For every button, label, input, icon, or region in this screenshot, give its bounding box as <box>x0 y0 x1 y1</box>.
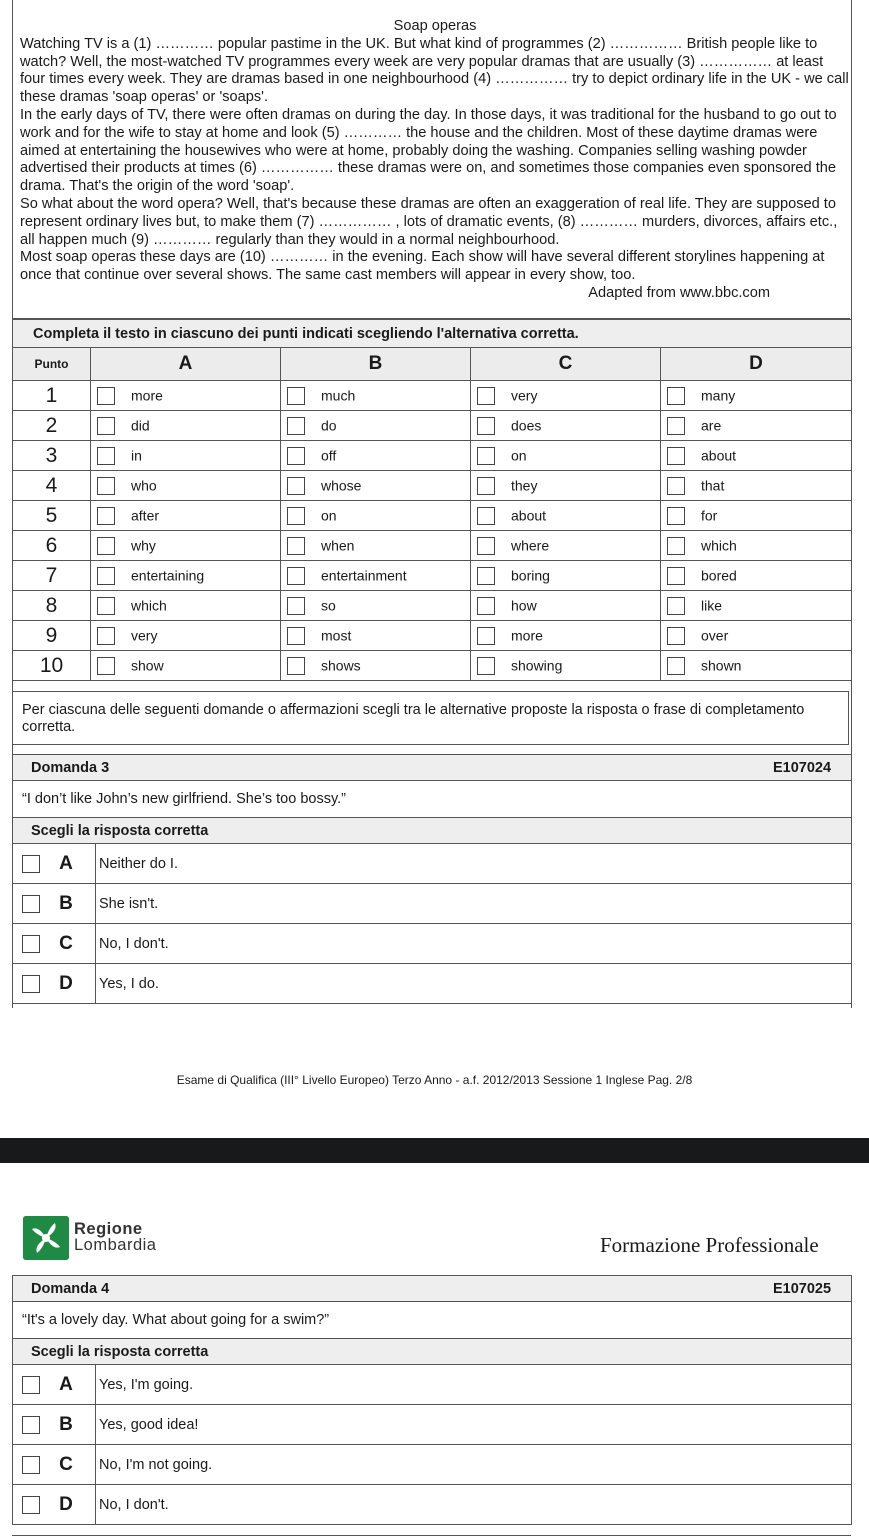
option-label: in <box>131 447 142 464</box>
option-label: entertainment <box>321 567 407 584</box>
cloze-table <box>12 319 852 681</box>
checkbox[interactable] <box>97 627 115 645</box>
cloze-instruction: Completa il testo in ciascuno dei punti indicati scegliendo l'alternativa corretta. <box>13 320 852 348</box>
item-number: 9 <box>13 621 91 651</box>
option-label: bored <box>701 567 737 584</box>
answer-option <box>13 884 852 924</box>
column-header-b: B <box>281 348 471 381</box>
question-code: E107025 <box>772 1281 832 1297</box>
option-label: about <box>511 507 547 524</box>
option-label: so <box>321 597 336 614</box>
question-4 <box>12 1275 852 1525</box>
checkbox[interactable] <box>97 477 115 495</box>
option-label: shows <box>321 657 361 674</box>
column-header-c: C <box>471 348 661 381</box>
item-number: 3 <box>13 441 91 471</box>
option-label: which <box>131 597 167 614</box>
passage-source: Adapted from www.bbc.com <box>588 284 770 301</box>
answer-letter: B <box>59 892 73 914</box>
option-c <box>471 621 661 651</box>
option-b <box>281 621 471 651</box>
checkbox[interactable] <box>667 567 685 585</box>
option-a <box>91 441 281 471</box>
instructions-box: Per ciascuna delle seguenti domande o affermazioni scegli tra le alternative proposte la risposta o frase di completamento corretta. <box>12 691 849 745</box>
option-label: did <box>131 417 150 434</box>
reading-passage <box>20 18 853 303</box>
header-title: Formazione Professionale <box>600 1233 819 1257</box>
option-label: over <box>701 627 729 644</box>
answer-text: Yes, I do. <box>96 964 852 1004</box>
item-number: 5 <box>13 501 91 531</box>
checkbox[interactable] <box>97 447 115 465</box>
option-b <box>281 411 471 441</box>
checkbox[interactable] <box>97 387 115 405</box>
option-d <box>661 531 852 561</box>
checkbox[interactable] <box>667 507 685 525</box>
option-c <box>471 531 661 561</box>
column-header-a: A <box>91 348 281 381</box>
answer-letter: C <box>59 1453 73 1475</box>
cloze-row <box>13 651 852 681</box>
cloze-row <box>13 501 852 531</box>
checkbox[interactable] <box>287 627 305 645</box>
option-label: showing <box>511 657 563 674</box>
checkbox[interactable] <box>97 417 115 435</box>
option-b <box>281 561 471 591</box>
checkbox[interactable] <box>477 417 495 435</box>
option-label: most <box>321 627 352 644</box>
page-footer: Esame di Qualifica (III° Livello Europeo) Terzo Anno - a.f. 2012/2013 Sessione 1 Inglese Pag. 2/8 <box>176 1073 693 1087</box>
option-b <box>281 531 471 561</box>
option-label: they <box>511 477 538 494</box>
option-b <box>281 441 471 471</box>
answer-text: Neither do I. <box>96 844 852 884</box>
option-b <box>281 591 471 621</box>
option-label: that <box>701 477 725 494</box>
checkbox[interactable] <box>477 537 495 555</box>
option-label: like <box>701 597 723 614</box>
item-number: 7 <box>13 561 91 591</box>
divider <box>12 1535 851 1536</box>
option-label: shown <box>701 657 742 674</box>
cloze-row <box>13 411 852 441</box>
answer-option <box>13 1445 852 1485</box>
checkbox[interactable] <box>97 537 115 555</box>
checkbox[interactable] <box>667 627 685 645</box>
checkbox[interactable] <box>22 1416 40 1434</box>
option-c <box>471 561 661 591</box>
option-label: many <box>701 387 736 404</box>
checkbox[interactable] <box>667 597 685 615</box>
option-label: more <box>511 627 543 644</box>
checkbox[interactable] <box>667 387 685 405</box>
answer-prompt: Scegli la risposta corretta <box>13 818 852 844</box>
option-a <box>91 381 281 411</box>
checkbox[interactable] <box>287 447 305 465</box>
option-a <box>91 471 281 501</box>
cloze-row <box>13 441 852 471</box>
answer-letter: A <box>59 852 73 874</box>
checkbox[interactable] <box>477 387 495 405</box>
checkbox[interactable] <box>667 537 685 555</box>
checkbox[interactable] <box>97 567 115 585</box>
checkbox[interactable] <box>97 657 115 675</box>
item-number: 10 <box>13 651 91 681</box>
logo-line-1: Regione <box>74 1220 143 1238</box>
passage-title: Soap operas <box>393 18 477 34</box>
checkbox[interactable] <box>477 567 495 585</box>
option-label: more <box>131 387 163 404</box>
option-label: who <box>131 477 157 494</box>
checkbox[interactable] <box>22 935 40 953</box>
option-d <box>661 471 852 501</box>
option-label: about <box>701 447 737 464</box>
checkbox[interactable] <box>477 657 495 675</box>
option-a <box>91 591 281 621</box>
checkbox[interactable] <box>22 1456 40 1474</box>
checkbox[interactable] <box>667 417 685 435</box>
checkbox[interactable] <box>22 975 40 993</box>
column-header-punto: Punto <box>13 348 91 381</box>
option-c <box>471 651 661 681</box>
option-label: do <box>321 417 337 434</box>
answer-prompt: Scegli la risposta corretta <box>13 1339 852 1365</box>
checkbox[interactable] <box>287 537 305 555</box>
option-label: on <box>511 447 527 464</box>
option-a <box>91 621 281 651</box>
question-code: E107024 <box>772 760 832 776</box>
option-label: entertaining <box>131 567 205 584</box>
cloze-row <box>13 381 852 411</box>
option-c <box>471 591 661 621</box>
option-c <box>471 411 661 441</box>
checkbox[interactable] <box>287 417 305 435</box>
checkbox[interactable] <box>22 895 40 913</box>
cloze-row <box>13 621 852 651</box>
answer-text: No, I don't. <box>96 924 852 964</box>
item-number: 2 <box>13 411 91 441</box>
regione-lombardia-logo-icon <box>23 1216 69 1260</box>
option-b <box>281 501 471 531</box>
answer-option <box>13 1405 852 1445</box>
checkbox[interactable] <box>667 477 685 495</box>
option-c <box>471 381 661 411</box>
checkbox[interactable] <box>477 447 495 465</box>
answer-option <box>13 1365 852 1405</box>
option-d <box>661 501 852 531</box>
checkbox[interactable] <box>287 387 305 405</box>
checkbox[interactable] <box>667 447 685 465</box>
option-d <box>661 411 852 441</box>
option-label: when <box>321 537 355 554</box>
option-a <box>91 531 281 561</box>
option-label: on <box>321 507 337 524</box>
checkbox[interactable] <box>477 597 495 615</box>
page-separator <box>0 1138 869 1163</box>
cloze-row <box>13 591 852 621</box>
item-number: 8 <box>13 591 91 621</box>
checkbox[interactable] <box>667 657 685 675</box>
option-label: where <box>511 537 550 554</box>
question-title: Domanda 4 <box>31 1280 110 1297</box>
checkbox[interactable] <box>287 597 305 615</box>
item-number: 6 <box>13 531 91 561</box>
option-c <box>471 441 661 471</box>
question-3 <box>12 754 852 1004</box>
checkbox[interactable] <box>477 627 495 645</box>
checkbox[interactable] <box>287 657 305 675</box>
option-b <box>281 381 471 411</box>
option-a <box>91 561 281 591</box>
option-label: does <box>511 417 542 434</box>
answer-letter: A <box>59 1373 73 1395</box>
option-label: off <box>321 447 337 464</box>
passage-paragraph: Watching TV is a (1) ………… popular pastime in the UK. But what kind of programmes (2) …………… British people like to watch? Well, the most-watched TV programmes every week are very popular dramas that are usually (3) …………… at least four times every week. They are dramas based in one neighbourhood (4) …………… try to depict ordinary life in the UK - we call these dramas 'soap operas' or 'soaps'. <box>20 35 853 106</box>
answer-option <box>13 924 852 964</box>
option-d <box>661 441 852 471</box>
answer-option <box>13 1485 852 1525</box>
option-label: show <box>131 657 164 674</box>
option-label: very <box>131 627 158 644</box>
option-label: after <box>131 507 160 524</box>
option-b <box>281 651 471 681</box>
answer-text: No, I don't. <box>96 1485 852 1525</box>
item-number: 1 <box>13 381 91 411</box>
answer-letter: C <box>59 932 73 954</box>
column-header-d: D <box>661 348 852 381</box>
answer-text: Yes, good idea! <box>96 1405 852 1445</box>
logo-line-2: Lombardia <box>74 1236 157 1254</box>
option-label: for <box>701 507 718 524</box>
option-b <box>281 471 471 501</box>
option-label: which <box>701 537 737 554</box>
answer-letter: B <box>59 1413 73 1435</box>
checkbox[interactable] <box>287 507 305 525</box>
passage-paragraph: Most soap operas these days are (10) ………… in the evening. Each show will have several different storylines happening at once that continue over several shows. The same cast members will appear in every show, too. <box>20 249 829 284</box>
option-d <box>661 651 852 681</box>
logo-text <box>74 1221 156 1253</box>
option-d <box>661 561 852 591</box>
checkbox[interactable] <box>97 597 115 615</box>
answer-option <box>13 964 852 1004</box>
answer-text: Yes, I'm going. <box>96 1365 852 1405</box>
checkbox[interactable] <box>477 507 495 525</box>
checkbox[interactable] <box>97 507 115 525</box>
checkbox[interactable] <box>22 855 40 873</box>
option-a <box>91 651 281 681</box>
answer-text: She isn't. <box>96 884 852 924</box>
cloze-row <box>13 561 852 591</box>
checkbox[interactable] <box>22 1376 40 1394</box>
option-label: why <box>131 537 156 554</box>
passage-paragraph: So what about the word opera? Well, that's because these dramas are often an exaggeration of real life. They are supposed to represent ordinary lives but, to make them (7) …………… , lots of dramatic events, (8) ………… murders, divorces, affairs etc., all happen much (9) ………… regularly than they would in a normal neighbourhood. <box>20 195 842 248</box>
option-d <box>661 591 852 621</box>
answer-letter: D <box>59 972 73 994</box>
option-d <box>661 381 852 411</box>
answer-option <box>13 844 852 884</box>
checkbox[interactable] <box>287 567 305 585</box>
passage-paragraph: In the early days of TV, there were often dramas on during the day. In those days, it was traditional for the husband to go out to work and for the wife to stay at home and look (5) ………… the house and the children. Most of these daytime dramas were aimed at entertaining the housewives who were at home, probably doing the washing. Companies selling washing powder advertised their products at times (6) …………… these dramas were on, and sometimes those companies even sponsored the drama. That's the origin of the word 'soap'. <box>20 106 841 195</box>
question-title: Domanda 3 <box>31 759 110 776</box>
option-label: whose <box>321 477 362 494</box>
checkbox[interactable] <box>477 477 495 495</box>
answer-letter: D <box>59 1493 73 1515</box>
option-label: how <box>511 597 537 614</box>
option-label: are <box>701 417 722 434</box>
option-label: very <box>511 387 538 404</box>
checkbox[interactable] <box>22 1496 40 1514</box>
cloze-row <box>13 531 852 561</box>
answer-text: No, I'm not going. <box>96 1445 852 1485</box>
option-label: boring <box>511 567 550 584</box>
item-number: 4 <box>13 471 91 501</box>
option-a <box>91 501 281 531</box>
question-stem: “I don’t like John’s new girlfriend. She’s too bossy.” <box>13 781 852 818</box>
cloze-row <box>13 471 852 501</box>
option-label: much <box>321 387 356 404</box>
question-stem: “It's a lovely day. What about going for a swim?” <box>13 1302 852 1339</box>
option-d <box>661 621 852 651</box>
checkbox[interactable] <box>287 477 305 495</box>
option-c <box>471 471 661 501</box>
option-c <box>471 501 661 531</box>
option-a <box>91 411 281 441</box>
